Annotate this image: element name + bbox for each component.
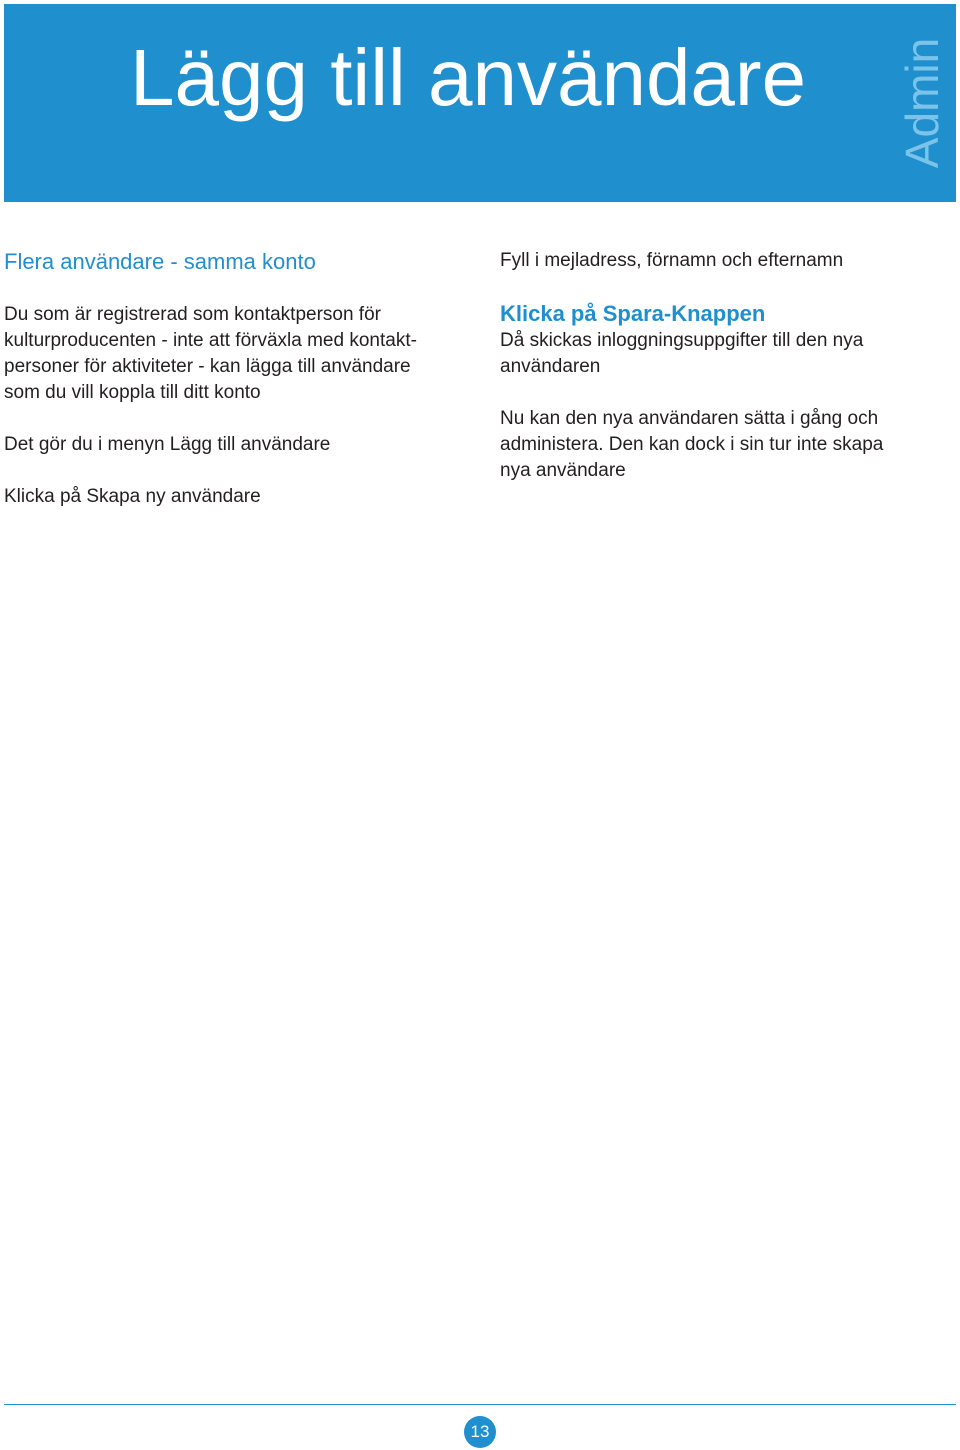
closing-paragraph: Nu kan den nya användaren sätta i gång och administera. Den kan dock i sin tur inte skapa nya användare <box>500 408 884 481</box>
create-instruction: Klicka på Skapa ny användare <box>4 486 261 507</box>
intro-paragraph: Du som är registrerad som kontaktperson för kulturproducenten - inte att förväxla med kontakt- personer för aktiviteter - kan lägga till användare som du vill koppla till ditt konto <box>4 304 417 403</box>
footer-divider <box>4 1404 956 1405</box>
page-number-badge: 13 <box>464 1416 496 1448</box>
menu-instruction: Det gör du i menyn Lägg till användare <box>4 434 331 455</box>
fill-instruction: Fyll i mejladress, förnamn och efternamn <box>500 250 844 271</box>
section-tag-label: Admin <box>896 37 949 169</box>
right-column <box>500 248 940 484</box>
section-tag <box>896 28 949 178</box>
save-step-heading: Klicka på Spara-Knappen <box>500 301 766 326</box>
page-title: Lägg till användare <box>130 33 807 122</box>
section-heading: Flera användare - samma konto <box>4 249 316 274</box>
left-column <box>4 248 474 510</box>
save-step-text: Då skickas inloggningsuppgifter till den nya användaren <box>500 330 864 377</box>
